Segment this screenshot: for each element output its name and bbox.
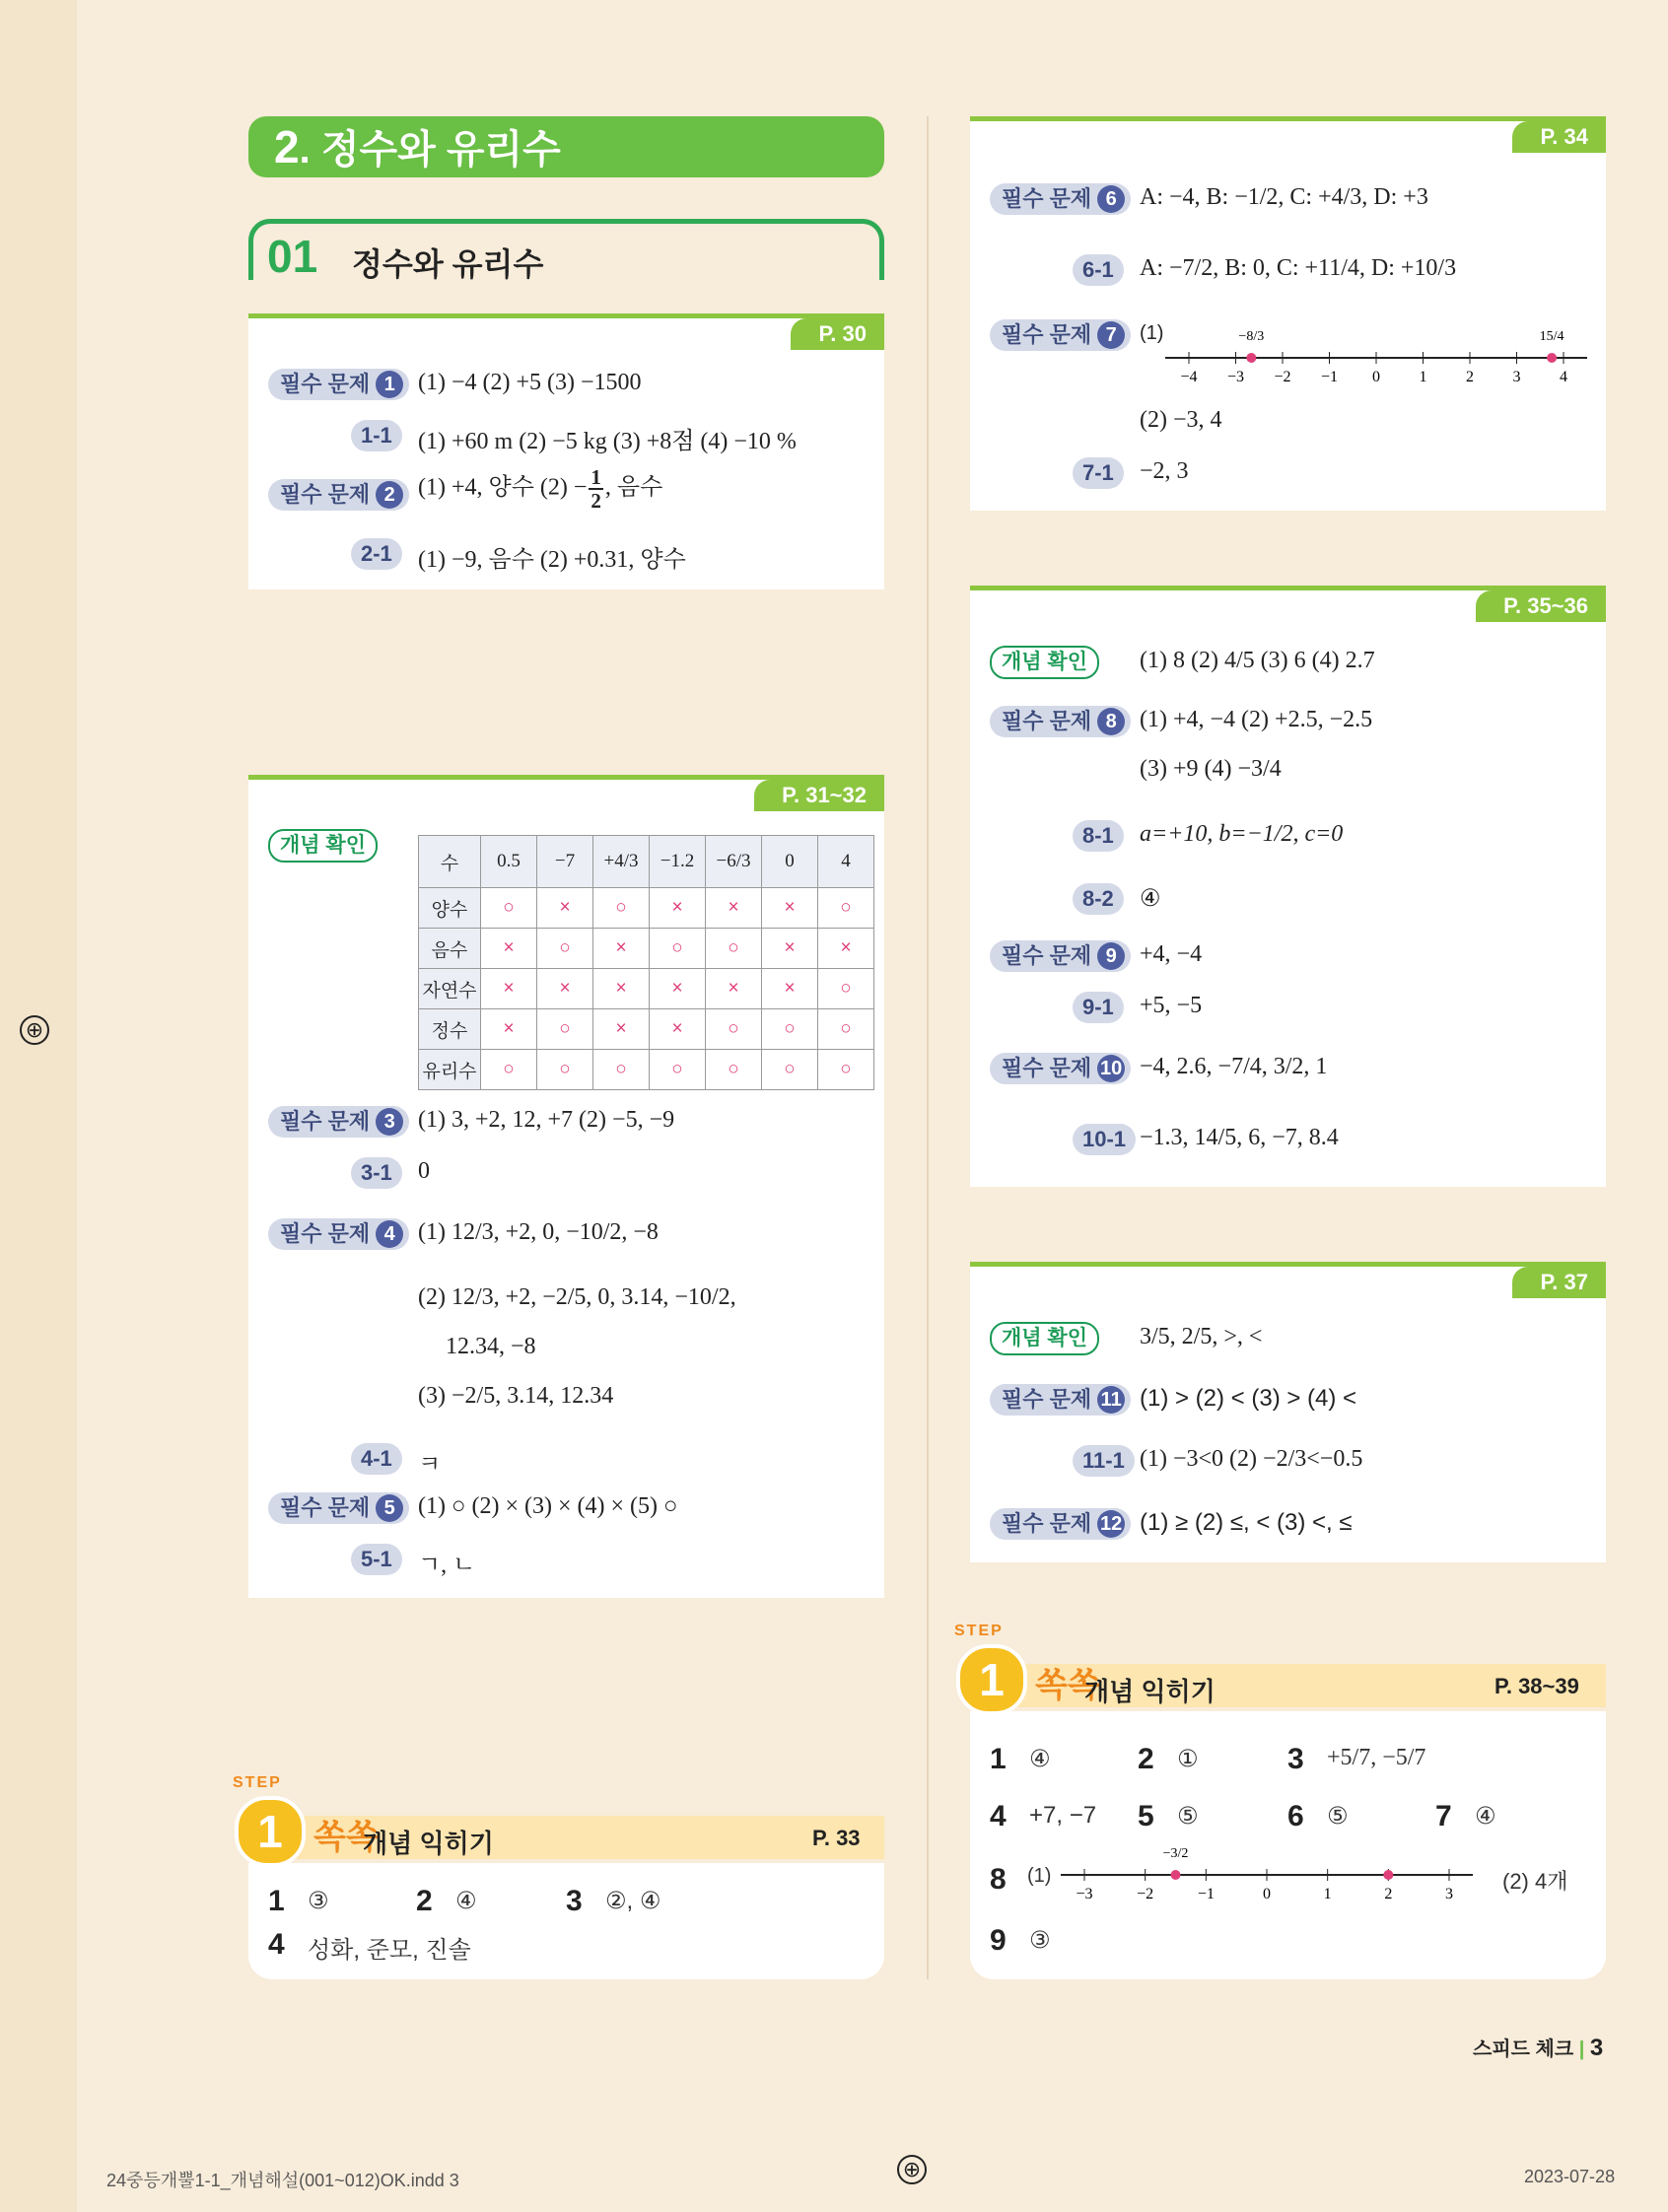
table-cell: ×: [706, 969, 762, 1009]
page-tag: P. 35~36: [1476, 590, 1606, 622]
answer-text: (1) +4, −4 (2) +2.5, −2.5: [1140, 707, 1373, 732]
table-cell: ×: [706, 888, 762, 929]
table-cell: ○: [818, 888, 874, 929]
answer-text: (1) +4, 양수 (2) − $\frac{1}{2}$ , 음수: [418, 465, 663, 513]
answer-text: +4, −4: [1140, 941, 1203, 967]
data-point: [1246, 353, 1256, 363]
tick-label: −2: [1274, 369, 1291, 385]
problem-label: 필수 문제 3: [268, 1105, 409, 1139]
table-cell: ○: [818, 969, 874, 1009]
problem-label: 5-1: [351, 1543, 402, 1576]
problem-label: 8-1: [1073, 819, 1124, 853]
problem-label: 필수 문제 10: [990, 1052, 1131, 1085]
problem-label: 필수 문제 12: [990, 1507, 1131, 1541]
answer-box-p35-36: [970, 586, 1606, 1187]
answer-text: (1): [1140, 322, 1164, 344]
tick-label: 1: [1323, 1886, 1332, 1902]
table-cell: ×: [762, 888, 818, 929]
registration-mark-icon: ⊕: [20, 1015, 49, 1045]
table-cell: ○: [650, 1050, 706, 1090]
problem-label: 10-1: [1073, 1123, 1136, 1156]
answer-box-p34: [970, 116, 1606, 511]
table-cell: ×: [650, 969, 706, 1009]
concept-label: 개념 확인: [990, 646, 1099, 679]
table-cell: ×: [537, 888, 593, 929]
problem-label: 4-1: [351, 1442, 402, 1476]
page-tag: P. 37: [1512, 1267, 1606, 1298]
answer-text: (3) −2/5, 3.14, 12.34: [418, 1383, 614, 1409]
answer-text: ④: [1140, 886, 1161, 912]
footer-speed-check: 스피드 체크 | 3: [1473, 2035, 1604, 2061]
step-header-left: STEP 1 쏙쏙 개념 익히기 P. 33: [229, 1774, 884, 1883]
table-cell: ×: [481, 969, 537, 1009]
tick-label: −1: [1320, 369, 1339, 385]
tick-label: −3: [1076, 1886, 1093, 1902]
tick-label: 2: [1384, 1886, 1393, 1902]
row-header: 음수: [419, 929, 481, 969]
subsection-title: 정수와 유리수: [352, 246, 544, 282]
table-cell: ×: [762, 969, 818, 1009]
table-cell: ○: [537, 1050, 593, 1090]
table-cell: ×: [650, 1009, 706, 1050]
table-cell: ×: [593, 929, 650, 969]
answer-text: −2, 3: [1140, 458, 1189, 484]
answer-box-p37: [970, 1262, 1606, 1562]
answer-box-p31-32: [248, 775, 884, 1598]
answer-text: 0: [418, 1158, 430, 1184]
table-cell: ○: [818, 1050, 874, 1090]
table-cell: ○: [593, 888, 650, 929]
table-cell: ×: [593, 1009, 650, 1050]
page-tag: P. 31~32: [754, 780, 884, 811]
answer-text: (2) −3, 4: [1140, 407, 1222, 433]
answer-text: (1) +60 m (2) −5 kg (3) +8점 (4) −10 %: [418, 429, 797, 454]
table-cell: ×: [481, 1009, 537, 1050]
table-row: [419, 969, 874, 1009]
row-header: 정수: [419, 1009, 481, 1050]
page-margin: [0, 0, 77, 2212]
answer-text: −4, 2.6, −7/4, 3/2, 1: [1140, 1054, 1328, 1079]
problem-label: 3-1: [351, 1156, 402, 1190]
tick-label: −1: [1197, 1886, 1215, 1902]
problem-label: 필수 문제 7: [990, 318, 1131, 352]
point-label: −3/2: [1162, 1846, 1189, 1861]
problem-label: 필수 문제 8: [990, 705, 1131, 738]
table-header-cell: −7: [537, 836, 593, 888]
footer-filename: 24중등개뿔1-1_개념해설(001~012)OK.indd 3: [106, 2171, 459, 2190]
problem-label: 8-2: [1073, 882, 1124, 916]
answer-text: (1) −4 (2) +5 (3) −1500: [418, 370, 642, 395]
answer-text: (1) ○ (2) × (3) × (4) × (5) ○: [418, 1493, 678, 1519]
table-cell: ○: [650, 929, 706, 969]
tick-label: 3: [1445, 1886, 1453, 1902]
answer-text: (1) 8 (2) 4/5 (3) 6 (4) 2.7: [1140, 648, 1375, 673]
answer-text: +5, −5: [1140, 993, 1203, 1018]
row-header: 양수: [419, 888, 481, 929]
subsection-header: [248, 219, 884, 280]
problem-label: 1-1: [351, 419, 402, 452]
tick-label: 1: [1419, 369, 1427, 385]
table-cell: ×: [762, 929, 818, 969]
table-cell: ×: [650, 888, 706, 929]
table-cell: ○: [481, 1050, 537, 1090]
answer-text: 12.34, −8: [446, 1334, 536, 1359]
table-header-cell: +4/3: [593, 836, 650, 888]
table-row: [419, 888, 874, 929]
concept-label: 개념 확인: [268, 829, 378, 863]
answer-text: (1) −3<0 (2) −2/3<−0.5: [1140, 1446, 1363, 1472]
table-cell: ○: [706, 929, 762, 969]
tick-label: 2: [1466, 369, 1474, 385]
answer-box-p30: [248, 313, 884, 589]
table-cell: ○: [818, 1009, 874, 1050]
problem-label: 9-1: [1073, 991, 1124, 1024]
answer-text: (3) +9 (4) −3/4: [1140, 756, 1282, 782]
answer-text: (1) > (2) < (3) > (4) <: [1140, 1385, 1357, 1412]
table-header-cell: 0: [762, 836, 818, 888]
answer-text: (1) −9, 음수 (2) +0.31, 양수: [418, 547, 686, 573]
problem-label: 11-1: [1073, 1444, 1135, 1478]
answer-text: ㄱ, ㄴ: [418, 1553, 476, 1578]
section-title: [248, 116, 884, 177]
table-cell: ×: [818, 929, 874, 969]
table-cell: ○: [537, 929, 593, 969]
tick-label: −4: [1180, 369, 1198, 385]
column-divider: [927, 116, 929, 1979]
answer-text: −1.3, 14/5, 6, −7, 8.4: [1140, 1125, 1339, 1150]
answer-text: (1) 3, +2, 12, +7 (2) −5, −9: [418, 1107, 675, 1133]
tick-label: 0: [1263, 1886, 1271, 1902]
row-header: 유리수: [419, 1050, 481, 1090]
table-cell: ○: [762, 1050, 818, 1090]
answer-text: a=+10, b=−1/2, c=0: [1140, 821, 1344, 847]
page-tag: P. 30: [791, 318, 884, 350]
table-cell: ×: [593, 969, 650, 1009]
step-answers-left: 1 ③ 2 ④ 3 ②, ④ 4 성화, 준모, 진솔: [248, 1863, 884, 1979]
tick-label: −3: [1226, 369, 1245, 385]
data-point: [1171, 1870, 1181, 1880]
section-title-text: . 정수와 유리수: [299, 128, 561, 172]
registration-mark-icon: ⊕: [897, 2155, 927, 2184]
table-header-cell: −6/3: [706, 836, 762, 888]
table-cell: ○: [481, 888, 537, 929]
point-label: −8/3: [1238, 329, 1265, 344]
concept-label: 개념 확인: [990, 1322, 1099, 1355]
answer-text: ㅋ: [418, 1452, 442, 1478]
problem-label: 2-1: [351, 537, 402, 571]
subsection-number: 01: [267, 231, 318, 282]
table-header-cell: 4: [818, 836, 874, 888]
table-cell: ○: [593, 1050, 650, 1090]
table-row: [419, 1050, 874, 1090]
point-label: 15/4: [1539, 329, 1564, 344]
answer-text: (2) 12/3, +2, −2/5, 0, 3.14, −10/2,: [418, 1284, 736, 1310]
problem-label: 7-1: [1073, 456, 1124, 490]
sign-table: [418, 835, 874, 1090]
answer-text: A: −4, B: −1/2, C: +4/3, D: +3: [1140, 184, 1428, 210]
answer-text: (1) ≥ (2) ≤, < (3) <, ≤: [1140, 1509, 1353, 1536]
problem-label: 필수 문제 1: [268, 368, 409, 401]
table-header-cell: 0.5: [481, 836, 537, 888]
number-line: [1055, 1835, 1479, 1914]
problem-label: 필수 문제 6: [990, 182, 1131, 216]
problem-label: 필수 문제 11: [990, 1383, 1131, 1417]
section-number: 2: [274, 121, 300, 173]
problem-label: 6-1: [1073, 253, 1124, 287]
page-tag: P. 34: [1512, 121, 1606, 153]
tick-label: −2: [1137, 1886, 1154, 1902]
row-header: 자연수: [419, 969, 481, 1009]
table-cell: ○: [762, 1009, 818, 1050]
table-cell: ×: [537, 969, 593, 1009]
data-point: [1547, 353, 1557, 363]
table-row: [419, 1009, 874, 1050]
answer-text: A: −7/2, B: 0, C: +11/4, D: +10/3: [1140, 255, 1457, 281]
answer-text: (1) 12/3, +2, 0, −10/2, −8: [418, 1219, 659, 1245]
problem-label: 필수 문제 9: [990, 939, 1131, 973]
number-line: [1159, 318, 1593, 397]
footer-date: 2023-07-28: [1524, 2167, 1616, 2186]
problem-label: 필수 문제 2: [268, 478, 409, 512]
table-row: [419, 929, 874, 969]
problem-label: 필수 문제 5: [268, 1491, 409, 1525]
table-header-cell: −1.2: [650, 836, 706, 888]
answer-text: 3/5, 2/5, >, <: [1140, 1324, 1263, 1349]
table-header-label: 수: [419, 836, 481, 888]
step-header-right: STEP 1 쏙쏙 개념 익히기 P. 38~39: [950, 1623, 1606, 1731]
table-cell: ×: [481, 929, 537, 969]
tick-label: 4: [1560, 369, 1567, 385]
table-cell: ○: [706, 1009, 762, 1050]
tick-label: 3: [1512, 369, 1521, 385]
step-answers-right: 1 ④ 2 ① 3 +5/7, −5/7 4 +7, −7 5 ⑤ 6 ⑤ 7 ④ 8 (1) −3 −2 −1 0 1 2 3 −3/2 (2) 4개 9 ③: [970, 1711, 1606, 1979]
table-cell: ○: [706, 1050, 762, 1090]
data-point: [1383, 1870, 1393, 1880]
problem-label: 필수 문제 4: [268, 1217, 409, 1251]
tick-label: 0: [1372, 369, 1380, 385]
table-cell: ○: [537, 1009, 593, 1050]
